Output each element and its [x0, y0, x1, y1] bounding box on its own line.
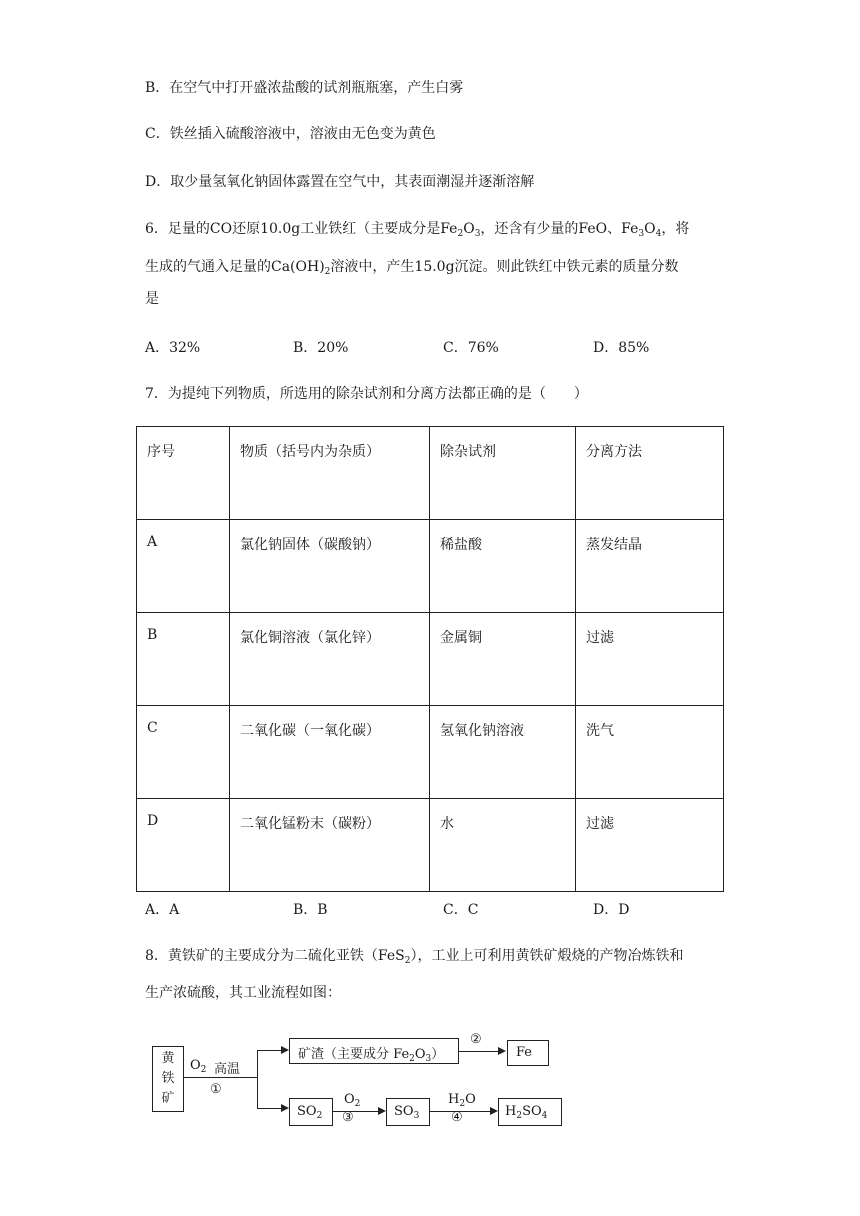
table-header-cell: 序号	[137, 427, 230, 520]
table-cell: C	[137, 706, 230, 799]
table-header-row	[137, 427, 724, 520]
step1-reagent: $O_2$	[190, 1058, 207, 1075]
fe-box: Fe	[507, 1040, 549, 1066]
table-row	[137, 799, 724, 892]
q6-option-d: D．85%	[593, 340, 650, 356]
arrow-to-so2	[257, 1108, 281, 1109]
table-cell: 氯化铜溶液（氯化锌）	[230, 613, 430, 706]
q7-stem: 7．为提纯下列物质，所选用的除杂试剂和分离方法都正确的是（ ）	[145, 386, 588, 402]
table-cell: 水	[430, 799, 576, 892]
step4-number: ④	[451, 1110, 463, 1125]
q6-option-c: C．76%	[443, 340, 499, 356]
connector-line	[183, 1077, 257, 1078]
table-header-cell: 分离方法	[576, 427, 724, 520]
purification-table	[136, 426, 724, 892]
step1-condition: 高温	[214, 1062, 241, 1077]
branch-line	[257, 1050, 258, 1108]
q8-stem-line2: 生产浓硫酸，其工业流程如图：	[145, 985, 341, 1001]
q6-option-b: B．20%	[293, 340, 349, 356]
table-cell: 洗气	[576, 706, 724, 799]
pyrite-box	[152, 1046, 184, 1112]
q7-options	[145, 899, 745, 919]
q6-stem-line3: 是	[145, 291, 159, 307]
q7-option-b: B．B	[293, 902, 328, 918]
table-cell: 氢氧化钠溶液	[430, 706, 576, 799]
q5-option-c: C．铁丝插入硫酸溶液中，溶液由无色变为黄色	[145, 126, 436, 142]
table-header-cell: 除杂试剂	[430, 427, 576, 520]
h2so4-box: $H_2SO_4$	[498, 1098, 562, 1126]
arrowhead-icon	[378, 1107, 386, 1115]
table-cell: B	[137, 613, 230, 706]
table-cell: 稀盐酸	[430, 520, 576, 613]
arrowhead-icon	[498, 1047, 506, 1055]
slag-box: 矿渣（主要成分 $Fe_2O_3$）	[289, 1038, 459, 1064]
table-cell: 氯化钠固体（碳酸钠）	[230, 520, 430, 613]
table-cell: 金属铜	[430, 613, 576, 706]
step3-number: ③	[342, 1110, 354, 1125]
q7-option-a: A．A	[145, 902, 180, 918]
table-cell: 蒸发结晶	[576, 520, 724, 613]
q6-stem-line2: 生成的气通入足量的$Ca(OH)_2$溶液中，产生15.0g沉淀。则此铁红中铁元素的质量分数	[145, 259, 679, 277]
arrow-to-slag	[257, 1050, 281, 1051]
q5-option-d: D．取少量氢氧化钠固体露置在空气中，其表面潮湿并逐渐溶解	[145, 174, 535, 190]
pyrite-char: 矿	[161, 1091, 175, 1106]
q8-stem-line1: 8．黄铁矿的主要成分为二硫化亚铁（FeS$_2$），工业上可利用黄铁矿煅烧的产物冶炼铁和	[145, 948, 684, 966]
step3-reagent: $O_2$	[344, 1092, 361, 1109]
so2-box: $SO_2$	[289, 1098, 333, 1126]
arrow-to-so3	[332, 1111, 378, 1112]
table-cell: 过滤	[576, 799, 724, 892]
q6-option-a: A．32%	[145, 340, 201, 356]
arrow-to-fe	[458, 1051, 498, 1052]
pyrite-char: 铁	[161, 1071, 175, 1086]
table-row	[137, 613, 724, 706]
q5-option-b: B．在空气中打开盛浓盐酸的试剂瓶瓶塞，产生白雾	[145, 80, 464, 96]
pyrite-char: 黄	[161, 1051, 175, 1066]
table-header-cell: 物质（括号内为杂质）	[230, 427, 430, 520]
step4-reagent: $H_2O$	[448, 1092, 476, 1109]
table-cell: 二氧化碳（一氧化碳）	[230, 706, 430, 799]
q7-option-c: C．C	[443, 902, 479, 918]
table-row	[137, 706, 724, 799]
step1-number: ①	[210, 1082, 222, 1097]
step2-number: ②	[470, 1032, 482, 1047]
table-cell: 过滤	[576, 613, 724, 706]
arrowhead-icon	[281, 1046, 289, 1054]
so3-box: $SO_3$	[386, 1098, 430, 1126]
table-cell: 二氧化锰粉末（碳粉）	[230, 799, 430, 892]
table-row	[137, 520, 724, 613]
table-cell: D	[137, 799, 230, 892]
q6-options	[145, 337, 745, 357]
table-cell: A	[137, 520, 230, 613]
q6-stem-line1: 6．足量的CO还原10.0g工业铁红（主要成分是$Fe_2O_3$，还含有少量的FeO、$Fe_3O_4$，将	[145, 221, 690, 239]
arrowhead-icon	[281, 1104, 289, 1112]
arrowhead-icon	[490, 1107, 498, 1115]
q7-option-d: D．D	[593, 902, 630, 918]
